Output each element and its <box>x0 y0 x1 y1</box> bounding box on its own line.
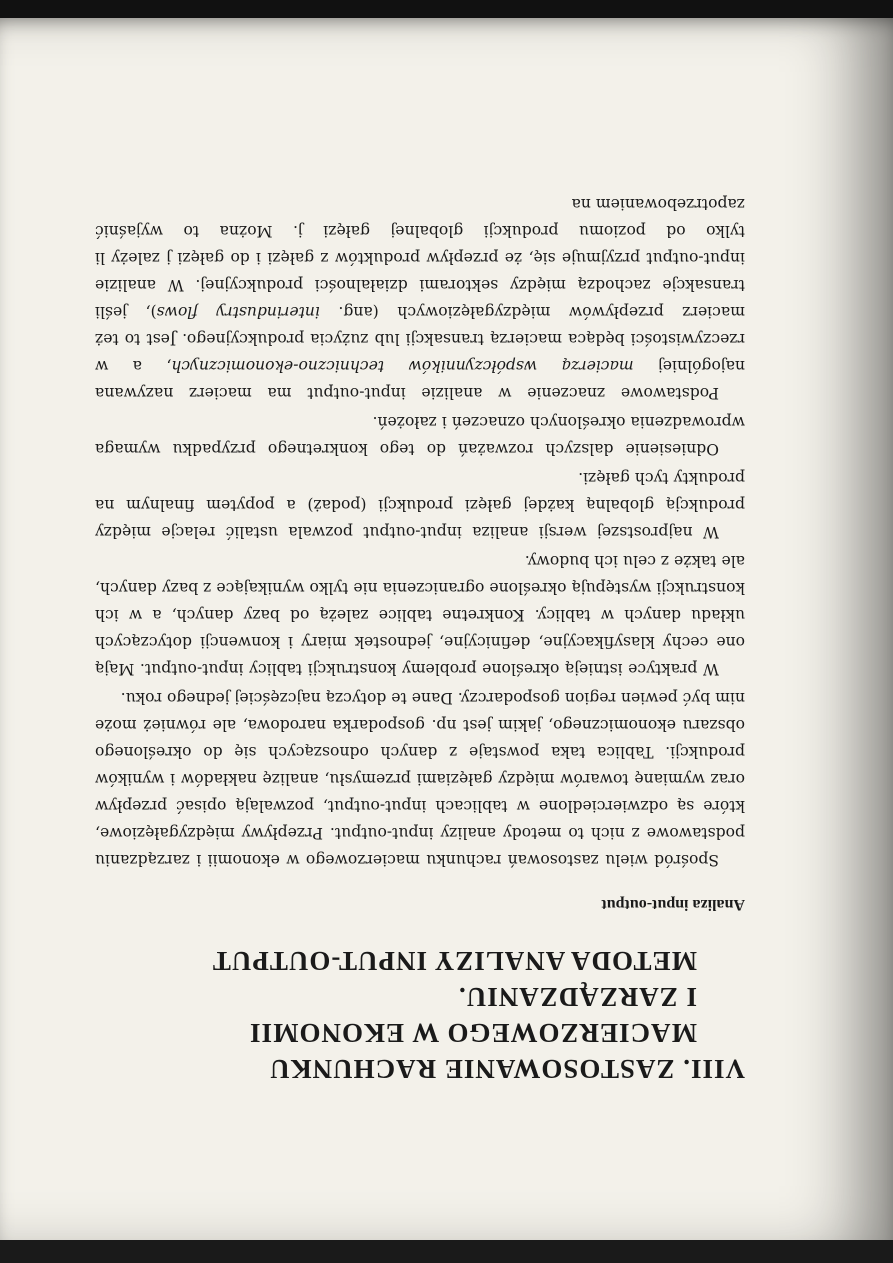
emphasized-term: interindustry flows <box>156 303 320 321</box>
chapter-title-line: METODA ANALIZY INPUT-OUTPUT <box>211 946 697 976</box>
chapter-title <box>95 943 745 1087</box>
page-text-block <box>95 188 745 1087</box>
paragraph: Odniesienie dalszych rozważań do tego konkretnego przypadku wymaga wprowadzenia określonych oznaczeń i założeń. <box>95 413 745 458</box>
chapter-title-line: I ZARZĄDZANIU. <box>457 982 697 1012</box>
paragraph-text: ), jeśli transakcje zachodzą między sektorami działalności produkcyjnej. W analizie input-output przyjmuje się, że przepływ produktów z gałęzi i do gałęzi j zależy li tylko od poziomu produkcji globalnej gałęzi j. Można to wyjaśnić zapotrzebowaniem na <box>95 195 745 321</box>
emphasized-term: macierzą współczynników techniczno-ekonomicznych <box>171 357 634 375</box>
paragraph: W najprostszej wersji analiza input-output pozwala ustalić relacje między produkcją globalną każdej gałęzi produkcji (podaż) a popytem finalnym na produkty tych gałęzi. <box>95 469 745 541</box>
paragraph-text: , a w rzeczywistości będąca macierzą transakcji lub zużycia produkcyjnego. Jest to też macierz przepływów międzygałęziowych (ang. <box>95 303 745 375</box>
paragraph: Spośród wielu zastosowań rachunku macierzowego w ekonomii i zarządzaniu podstawowe z nich to metody analizy input-output. Przepływy międzygałęziowe, które są odzwierciedlone w tablicach input-output, pozwalają opisać przepływ oraz wymianę towarów między gałęziami przemysłu, analizę nakładów i wyników produkcji. Tablica taka powstaje z danych odnoszących się do określonego obszaru ekonomicznego, jakim jest np. gospodarka narodowa, ale również może nim być pewien region gospodarczy. Dane te dotyczą najczęściej jednego roku. <box>95 689 745 869</box>
paragraph-text: Podstawowe znaczenie w analizie input-output ma macierz nazywana najogólniej <box>95 357 745 402</box>
paragraph <box>95 190 745 406</box>
chapter-title-line: MACIERZOWEGO W EKONOMII <box>248 1018 697 1048</box>
chapter-title-line: VIII. ZASTOSOWANIE RACHUNKU <box>269 1054 745 1084</box>
section-title: Analiza input-output <box>601 896 745 913</box>
paragraph: W praktyce istnieją określone problemy konstrukcji tablicy input-output. Mają one cechy klasyfikacyjne, definicyjne, jednostek miary i konwencji dotyczących układu danych w tablicy. Konkretne tablice zależą od bazy danych, a w ich konstrukcji występują określone ograniczenia nie tylko wynikające z bazy danych, ale także z celu ich budowy. <box>95 552 745 678</box>
